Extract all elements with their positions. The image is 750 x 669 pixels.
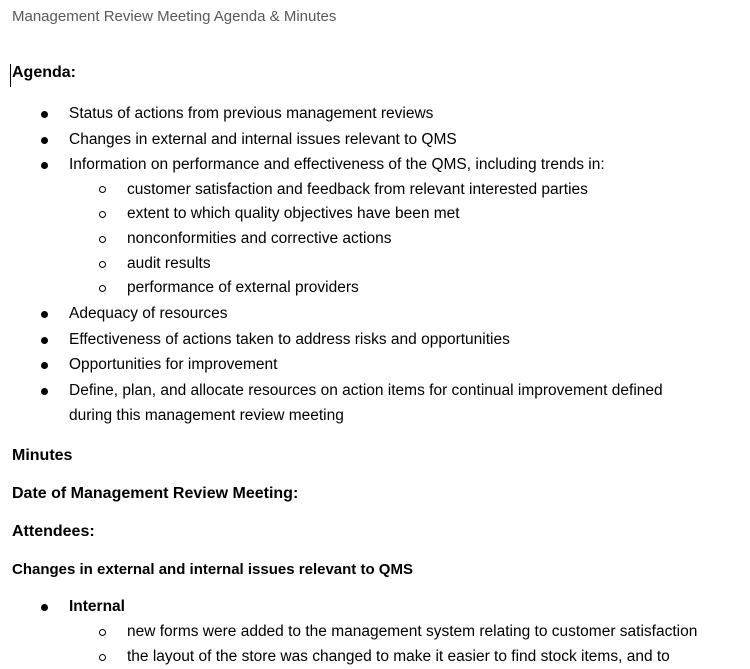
bullet-icon <box>41 388 48 395</box>
agenda-item: Information on performance and effectiveness of the QMS, including trends in: <box>69 156 605 173</box>
bullet-icon <box>41 162 48 169</box>
agenda-item: Define, plan, and allocate resources on action items for continual improvement defined <box>69 382 663 399</box>
trend-item: nonconformities and corrective actions <box>127 230 392 247</box>
internal-item: the layout of the store was changed to make it easier to find stock items, and to <box>127 648 670 665</box>
text-cursor <box>10 64 11 87</box>
agenda-item: Adequacy of resources <box>69 305 228 322</box>
circle-bullet-icon <box>99 211 106 218</box>
agenda-heading: Agenda: <box>12 64 76 81</box>
trend-item: customer satisfaction and feedback from relevant interested parties <box>127 181 588 198</box>
circle-bullet-icon <box>99 285 106 292</box>
bullet-icon <box>41 311 48 318</box>
document-header-title: Management Review Meeting Agenda & Minutes <box>12 8 337 25</box>
circle-bullet-icon <box>99 186 106 193</box>
agenda-item: Changes in external and internal issues relevant to QMS <box>69 131 457 148</box>
agenda-item: Opportunities for improvement <box>69 356 278 373</box>
bullet-icon <box>41 337 48 344</box>
circle-bullet-icon <box>99 654 106 661</box>
changes-heading: Changes in external and internal issues relevant to QMS <box>12 561 413 578</box>
agenda-item: Effectiveness of actions taken to address risks and opportunities <box>69 331 510 348</box>
trend-item: extent to which quality objectives have been met <box>127 205 460 222</box>
agenda-item-continuation: during this management review meeting <box>69 407 344 424</box>
bullet-icon <box>41 362 48 369</box>
bullet-icon <box>41 137 48 144</box>
internal-label: Internal <box>69 598 125 615</box>
bullet-icon <box>41 111 48 118</box>
circle-bullet-icon <box>99 236 106 243</box>
attendees-label: Attendees: <box>12 523 95 540</box>
internal-item: new forms were added to the management system relating to customer satisfaction <box>127 623 698 640</box>
circle-bullet-icon <box>99 261 106 268</box>
bullet-icon <box>41 604 48 611</box>
trend-item: performance of external providers <box>127 279 359 296</box>
trend-item: audit results <box>127 255 211 272</box>
circle-bullet-icon <box>99 629 106 636</box>
minutes-heading: Minutes <box>12 447 73 464</box>
date-label: Date of Management Review Meeting: <box>12 485 299 502</box>
agenda-item: Status of actions from previous management reviews <box>69 105 434 122</box>
